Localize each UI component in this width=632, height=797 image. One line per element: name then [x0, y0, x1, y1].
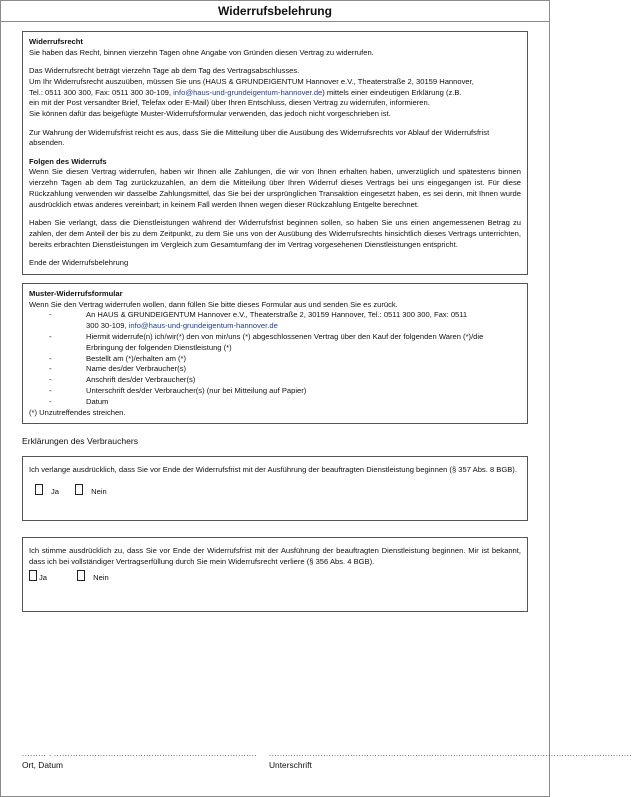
checkbox-2-ja-label: Ja: [39, 573, 48, 582]
checkbox-1-nein-label: Nein: [91, 487, 107, 497]
widerrufsrecht-paragraph-3: Zur Wahrung der Widerrufsfrist reicht es aus, dass Sie die Mitteilung über die Ausübung des Widerrufsrechts vor Ablauf der Widerrufsfrist absenden.: [29, 127, 490, 148]
muster-intro: Wenn Sie den Vertrag widerrufen wollen, dann füllen Sie bitte dieses Formular aus und senden Sie es zurück.: [29, 299, 398, 309]
widerrufsbelehrung-box: [22, 31, 528, 275]
checkbox-2-nein[interactable]: [77, 570, 85, 581]
contact-line-rest: ) mittels einer eindeutigen Erklärung (z.B.: [322, 87, 462, 97]
widerrufsrecht-line-5: Sie können dafür das beigefügte Muster-Widerrufsformular verwenden, das jedoch nicht vorgeschrieben ist.: [29, 109, 391, 119]
ort-datum-line[interactable]: ......... . ...........................................................................: [22, 749, 258, 758]
muster-item-address: - An HAUS & GRUNDEIGENTUM Hannover e.V., Theaterstraße 2, 30159 Hannover, Tel.: 0511 300 300, Fax: 0511 300 30-109, info@haus-und-grundeigentum-hannover.de: [49, 310, 468, 331]
checkbox-2-nein-label: Nein: [93, 573, 109, 582]
declaration-1-text: Ich verlange ausdrücklich, dass Sie vor Ende der Widerrufsfrist mit der Ausführung der beauftragten Dienstleistung beginnen (§ 357 Abs. 8 BGB).: [29, 465, 517, 475]
document-title: Widerrufsbelehrung: [1, 1, 549, 22]
checkbox-1-ja-label: Ja: [51, 487, 60, 497]
ort-datum-label: Ort, Datum: [22, 760, 63, 770]
muster-email-link[interactable]: info@haus-und-grundeigentum-hannover.de: [128, 321, 278, 331]
muster-widerrufsformular-box: [22, 283, 528, 425]
checkbox-2-ja[interactable]: [29, 570, 37, 581]
declaration-2-options: [29, 570, 521, 584]
muster-item-name: - Name des/der Verbraucher(s): [49, 364, 187, 374]
muster-item-bestellt: - Bestellt am (*)/erhalten am (*): [49, 353, 187, 363]
muster-item-unterschrift: - Unterschrift des/der Verbraucher(s) (nur bei Mitteilung auf Papier): [49, 386, 307, 396]
muster-footnote: (*) Unzutreffendes streichen.: [29, 407, 126, 417]
declaration-box-1: [22, 456, 528, 521]
widerrufsrecht-paragraph-1: Sie haben das Recht, binnen vierzehn Tagen ohne Angabe von Gründen diesen Vertrag zu widerrufen.: [29, 47, 374, 57]
widerrufsrecht-line-4: ein mit der Post versandter Brief, Telefax oder E-Mail) über Ihren Entschluss, diesen Vertrag zu widerrufen, informieren.: [29, 98, 430, 108]
contact-email-link[interactable]: info@haus-und-grundeigentum-hannover.de: [173, 87, 323, 97]
declaration-2-text: Ich stimme ausdrücklich zu, dass Sie vor Ende der Widerrufsfrist mit der Ausführung der beauftragten Dienstleistung beginnen. Mir ist bekannt, dass ich bei vollständiger Vertragserfüllung durch Sie mein Widerrufsrecht verliere (§ 356 Abs. 4 BGB).: [29, 546, 521, 567]
ende-widerrufsbelehrung: Ende der Widerrufsbelehrung: [29, 258, 129, 268]
widerrufsrecht-line-1: Das Widerrufsrecht beträgt vierzehn Tage ab dem Tag des Vertragsabschlusses.: [29, 66, 300, 76]
contact-phone-fax: Tel.: 0511 300 300, Fax: 0511 300 30-109,: [29, 87, 171, 97]
widerrufsrecht-line-2: Um Ihr Widerrufsrecht auszuüben, müssen Sie uns (HAUS & GRUNDEIGENTUM Hannover e.V., Theaterstraße 2, 30159 Hannover,: [29, 76, 474, 86]
folgen-heading: Folgen des Widerrufs: [29, 156, 107, 166]
unterschrift-label: Unterschrift: [269, 760, 312, 770]
document-content: [22, 31, 528, 612]
muster-item-widerruf: - Hiermit widerrufe(n) ich/wir(*) den von mir/uns (*) abgeschlossenen Vertrag über den Kauf der folgenden Waren (*)/die Erbringung der folgenden Dienstleistung (*): [49, 332, 484, 352]
widerrufsrecht-heading: Widerrufsrecht: [29, 37, 83, 46]
folgen-paragraph-2: Haben Sie verlangt, dass die Dienstleistungen während der Widerrufsfrist beginnen sollen, so haben Sie uns einen angemessenen Betrag zu zahlen, der dem Anteil der bis zu dem Zeitpunkt, zu dem Sie uns von der Ausübung des Widerrufsrechts hinsichtlich dieses Vertrags unterrichten, bereits erbrachten Dienstleistungen im Vergleich zum Gesamtumfang der im Vertrag vorgesehenen Dienstleistungen entspricht.: [29, 218, 521, 249]
widerrufsrecht-line-3: [29, 88, 521, 99]
checkbox-1-nein[interactable]: [75, 484, 83, 495]
muster-heading: Muster-Widerrufsformular: [29, 288, 123, 298]
muster-list: [29, 310, 521, 407]
muster-item-datum: - Datum: [49, 396, 109, 406]
declaration-box-2: [22, 537, 528, 612]
checkbox-1-ja[interactable]: [35, 484, 43, 495]
unterschrift-line[interactable]: ......................................................................................................................................: [269, 749, 632, 758]
declarations-heading: Erklärungen des Verbrauchers: [22, 436, 139, 447]
muster-item-anschrift: - Anschrift des/der Verbraucher(s): [49, 375, 196, 385]
declaration-1-options: [29, 484, 521, 498]
folgen-paragraph-1: Wenn Sie diesen Vertrag widerrufen, haben wir Ihnen alle Zahlungen, die wir von Ihnen erhalten haben, unverzüglich und spätestens binnen vierzehn Tagen ab dem Tag zurückzuzahlen, an dem die Mitteilung über Ihren Widerruf dieses Vertrags bei uns eingegangen ist. Für diese Rückzahlung verwenden wir dasselbe Zahlungsmittel, das Sie bei der ursprünglichen Transaktion eingesetzt haben, es sei denn, mit Ihnen wurde ausdrücklich etwas anderes vereinbart; in keinem Fall werden Ihnen wegen dieser Rückzahlung Entgelte berechnet.: [29, 167, 521, 209]
